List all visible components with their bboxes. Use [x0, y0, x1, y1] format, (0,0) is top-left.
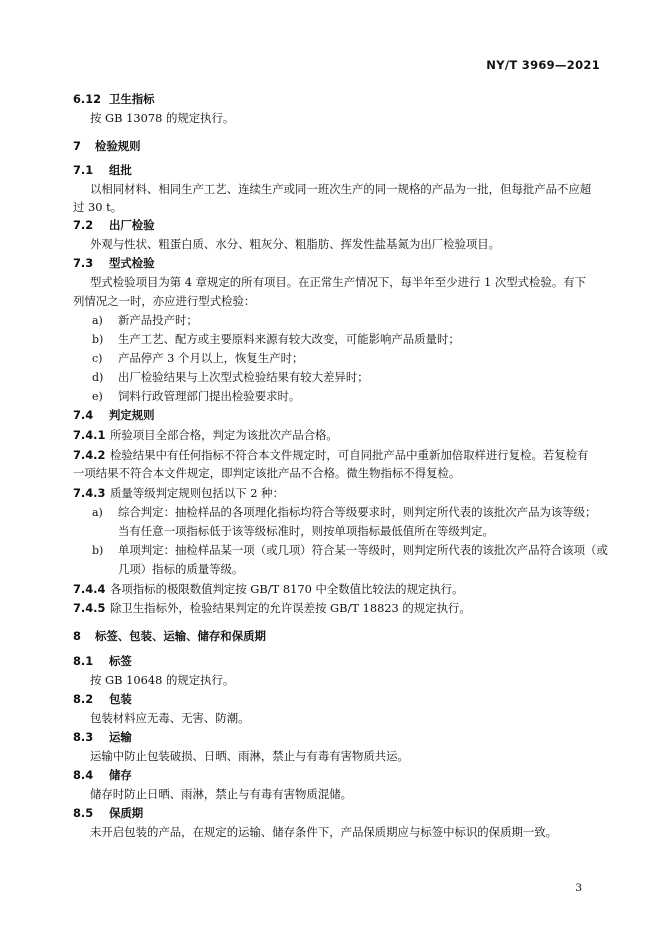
section-number: 8.3 — [73, 730, 94, 744]
heading-8-4 — [73, 768, 132, 783]
list-text: 新产品投产时； — [118, 313, 198, 327]
list-text: 单项判定：抽检样品某一项（或几项）符合某一等级时，则判定所代表的该批次产品符合该项（或 — [118, 543, 608, 557]
list-item — [92, 543, 608, 558]
list-item — [92, 332, 460, 347]
paragraph: 以相同材料、相同生产工艺、连续生产或同一班次生产的同一规格的产品为一批，但每批产品不应超 — [90, 182, 592, 196]
section-number: 7.2 — [73, 218, 94, 232]
list-label: b) — [92, 333, 104, 346]
section-number: 7.3 — [73, 256, 94, 270]
heading-7-1 — [73, 163, 132, 178]
list-text: 饲料行政管理部门提出检验要求时。 — [118, 389, 301, 403]
list-text: 产品停产 3 个月以上，恢复生产时； — [118, 351, 304, 365]
heading-8-3 — [73, 730, 132, 745]
paragraph: 运输中防止包装破损、日晒、雨淋，禁止与有毒有害物质共运。 — [90, 749, 409, 763]
paragraph-continuation: 过 30 t。 — [73, 200, 123, 214]
section-title: 包装 — [109, 692, 132, 706]
section-title: 判定规则 — [109, 408, 155, 422]
section-number: 7 — [73, 139, 81, 153]
standard-code: NY/T 3969—2021 — [486, 58, 600, 72]
heading-7 — [73, 139, 141, 154]
clause-text: 除卫生指标外，检验结果判定的允许误差按 GB/T 18823 的规定执行。 — [110, 601, 471, 615]
section-title: 储存 — [109, 768, 132, 782]
heading-8-2 — [73, 692, 132, 707]
clause-text: 检验结果中有任何指标不符合本文件规定时，可自同批产品中重新加倍取样进行复检。若复检有 — [110, 448, 589, 462]
clause-7-4-2 — [73, 448, 588, 463]
section-number: 7.1 — [73, 163, 94, 177]
section-title: 运输 — [109, 730, 132, 744]
paragraph: 型式检验项目为第 4 章规定的所有项目。在正常生产情况下，每半年至少进行 1 次型式检验。有下 — [90, 275, 586, 289]
list-item — [92, 370, 369, 385]
list-text: 生产工艺、配方或主要原料来源有较大改变，可能影响产品质量时； — [118, 332, 460, 346]
clause-text: 所验项目全部合格，判定为该批次产品合格。 — [110, 428, 338, 442]
section-title: 标签、包装、运输、储存和保质期 — [95, 629, 266, 643]
section-number: 8 — [73, 629, 81, 643]
heading-8-5 — [73, 806, 143, 821]
section-title: 保质期 — [109, 806, 144, 820]
section-number: 7.4 — [73, 408, 94, 422]
list-item — [92, 505, 596, 520]
section-title: 组批 — [109, 163, 132, 177]
clause-7-4-4 — [73, 582, 464, 597]
clause-number: 7.4.1 — [73, 428, 106, 442]
list-text: 综合判定：抽检样品的各项理化指标均符合等级要求时，则判定所代表的该批次产品为该等级； — [118, 505, 597, 519]
list-label: c) — [92, 352, 103, 365]
paragraph: 未开启包装的产品，在规定的运输、储存条件下，产品保质期应与标签中标识的保质期一致。 — [90, 825, 558, 839]
list-label: e) — [92, 390, 103, 403]
heading-7-3 — [73, 256, 155, 271]
paragraph: 包装材料应无毒、无害、防潮。 — [90, 711, 250, 725]
heading-6-12 — [73, 92, 155, 107]
clause-text: 质量等级判定规则包括以下 2 种： — [110, 486, 284, 500]
paragraph-continuation: 列情况之一时，亦应进行型式检验： — [73, 294, 256, 308]
section-title: 型式检验 — [109, 256, 155, 270]
paragraph: 储存时防止日晒、雨淋，禁止与有毒有害物质混储。 — [90, 787, 352, 801]
clause-number: 7.4.2 — [73, 448, 106, 462]
clause-number: 7.4.4 — [73, 582, 106, 596]
section-title: 标签 — [109, 654, 132, 668]
list-label: d) — [92, 371, 104, 384]
list-item — [92, 313, 198, 328]
clause-number: 7.4.3 — [73, 486, 106, 500]
heading-8 — [73, 629, 266, 644]
heading-7-2 — [73, 218, 155, 233]
list-continuation: 当有任意一项指标低于该等级标准时，则按单项指标最低值所在等级判定。 — [118, 524, 494, 538]
section-title: 出厂检验 — [109, 218, 155, 232]
clause-7-4-5 — [73, 601, 471, 616]
clause-text: 各项指标的极限数值判定按 GB/T 8170 中全数值比较法的规定执行。 — [110, 582, 464, 596]
paragraph-continuation: 一项结果不符合本文件规定，即判定该批产品不合格。微生物指标不得复检。 — [73, 466, 461, 480]
list-label: b) — [92, 544, 104, 557]
section-number: 6.12 — [73, 92, 102, 106]
section-title: 卫生指标 — [109, 92, 155, 106]
clause-number: 7.4.5 — [73, 601, 106, 615]
list-item — [92, 389, 300, 404]
clause-7-4-1 — [73, 428, 338, 443]
list-label: a) — [92, 314, 103, 327]
section-number: 8.1 — [73, 654, 94, 668]
paragraph: 外观与性状、粗蛋白质、水分、粗灰分、粗脂肪、挥发性盐基氮为出厂检验项目。 — [90, 237, 501, 251]
clause-7-4-3 — [73, 486, 284, 501]
list-item — [92, 351, 303, 366]
page-number: 3 — [575, 882, 582, 894]
heading-7-4 — [73, 408, 155, 423]
section-title: 检验规则 — [95, 139, 141, 153]
section-number: 8.5 — [73, 806, 94, 820]
section-number: 8.2 — [73, 692, 94, 706]
list-text: 出厂检验结果与上次型式检验结果有较大差异时； — [118, 370, 369, 384]
list-label: a) — [92, 506, 103, 519]
heading-8-1 — [73, 654, 132, 669]
paragraph: 按 GB 10648 的规定执行。 — [90, 673, 235, 687]
list-continuation: 几项）指标的质量等级。 — [118, 562, 244, 576]
section-number: 8.4 — [73, 768, 94, 782]
paragraph: 按 GB 13078 的规定执行。 — [90, 111, 235, 125]
